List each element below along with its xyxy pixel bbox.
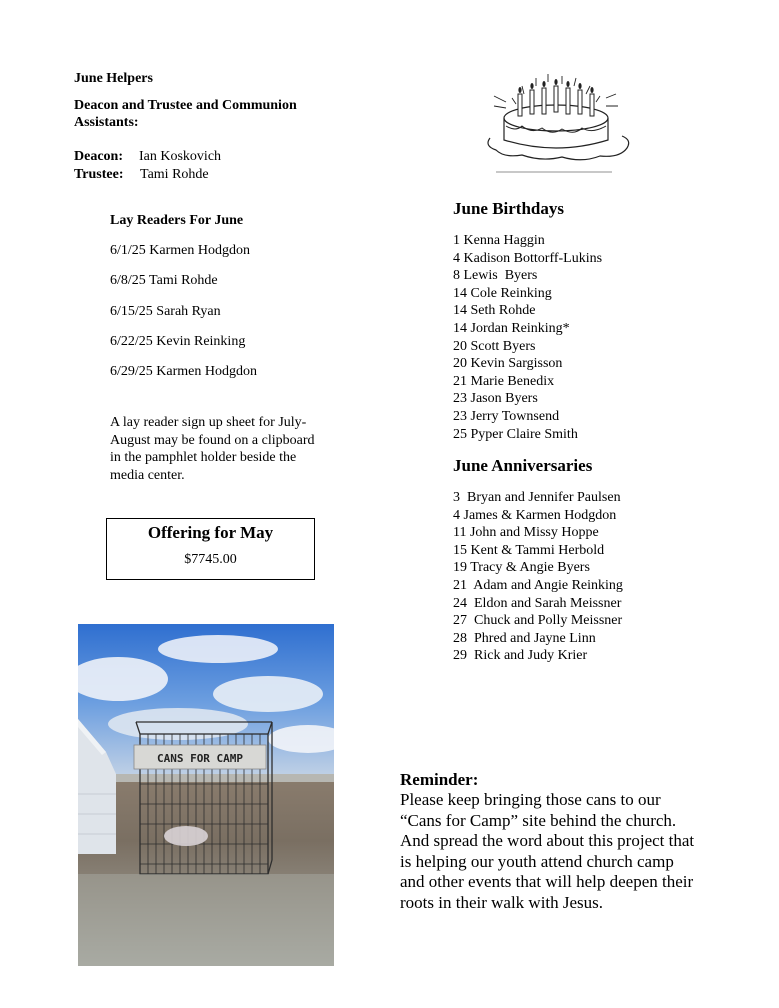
- birthday-item: 21 Marie Benedix: [453, 373, 555, 389]
- assistants-heading: Deacon and Trustee and Communion Assistants:: [74, 98, 297, 130]
- anniversary-item: 19 Tracy & Angie Byers: [453, 560, 590, 576]
- trustee-name: Tami Rohde: [140, 167, 209, 182]
- birthday-item: 23 Jason Byers: [453, 391, 538, 407]
- birthday-item: 23 Jerry Townsend: [453, 408, 560, 424]
- birthdays-heading: June Birthdays: [453, 199, 564, 218]
- birthday-item: 14 Seth Rohde: [453, 303, 536, 319]
- birthday-item: 8 Lewis Byers: [453, 268, 538, 284]
- june-helpers-heading: June Helpers: [74, 71, 153, 86]
- anniversaries-list: [453, 489, 623, 665]
- lay-reader-item: 6/22/25 Kevin Reinking: [110, 334, 246, 349]
- birthday-cake-icon: [482, 72, 632, 180]
- birthday-item: 25 Pyper Claire Smith: [453, 426, 578, 442]
- reminder-title: Reminder:: [400, 770, 479, 789]
- lay-reader-item: 6/8/25 Tami Rohde: [110, 273, 218, 288]
- birthday-item: 4 Kadison Bottorff-Lukins: [453, 250, 603, 266]
- anniversary-item: 11 John and Missy Hoppe: [453, 525, 599, 541]
- birthday-item: 1 Kenna Haggin: [453, 233, 545, 248]
- anniversary-item: 28 Phred and Jayne Linn: [453, 630, 596, 646]
- lay-readers-heading: Lay Readers For June: [110, 213, 244, 228]
- anniversary-item: 24 Eldon and Sarah Meissner: [453, 595, 622, 611]
- deacon-label: Deacon:: [74, 149, 123, 164]
- deacon-name: Ian Koskovich: [139, 149, 222, 164]
- anniversaries-heading: June Anniversaries: [453, 456, 593, 475]
- offering-box: [106, 518, 315, 580]
- birthday-item: 14 Cole Reinking: [453, 285, 552, 301]
- cans-for-camp-photo: [78, 624, 334, 966]
- birthday-item: 14 Jordan Reinking*: [453, 320, 570, 336]
- anniversary-item: 21 Adam and Angie Reinking: [453, 577, 623, 593]
- lay-reader-item: 6/29/25 Karmen Hodgdon: [110, 364, 257, 379]
- trustee-label: Trustee:: [74, 167, 124, 182]
- reminder-text: Please keep bringing those cans to our “Cans for Camp” site behind the church. And spread the word about this project that is helping our youth attend church camp and other events that will help deepen their roots in their walk with Jesus.: [400, 790, 695, 912]
- lay-reader-item: 6/15/25 Sarah Ryan: [110, 304, 221, 319]
- signup-note: A lay reader sign up sheet for July-August may be found on a clipboard in the pamphlet holder beside the media center.: [110, 415, 315, 484]
- photo-sign-text: CANS FOR CAMP: [156, 752, 244, 765]
- birthday-item: 20 Scott Byers: [453, 338, 536, 354]
- offering-amount: $7745.00: [184, 552, 237, 567]
- lay-reader-item: 6/1/25 Karmen Hodgdon: [110, 243, 250, 258]
- anniversary-item: 15 Kent & Tammi Herbold: [453, 542, 605, 558]
- anniversary-item: 4 James & Karmen Hodgdon: [453, 507, 617, 523]
- offering-title: Offering for May: [147, 523, 274, 542]
- anniversary-item: 27 Chuck and Polly Meissner: [453, 613, 623, 629]
- anniversary-item: 29 Rick and Judy Krier: [453, 648, 588, 664]
- birthdays-list: [453, 232, 602, 443]
- birthday-item: 20 Kevin Sargisson: [453, 356, 563, 372]
- anniversary-item: 3 Bryan and Jennifer Paulsen: [453, 490, 621, 505]
